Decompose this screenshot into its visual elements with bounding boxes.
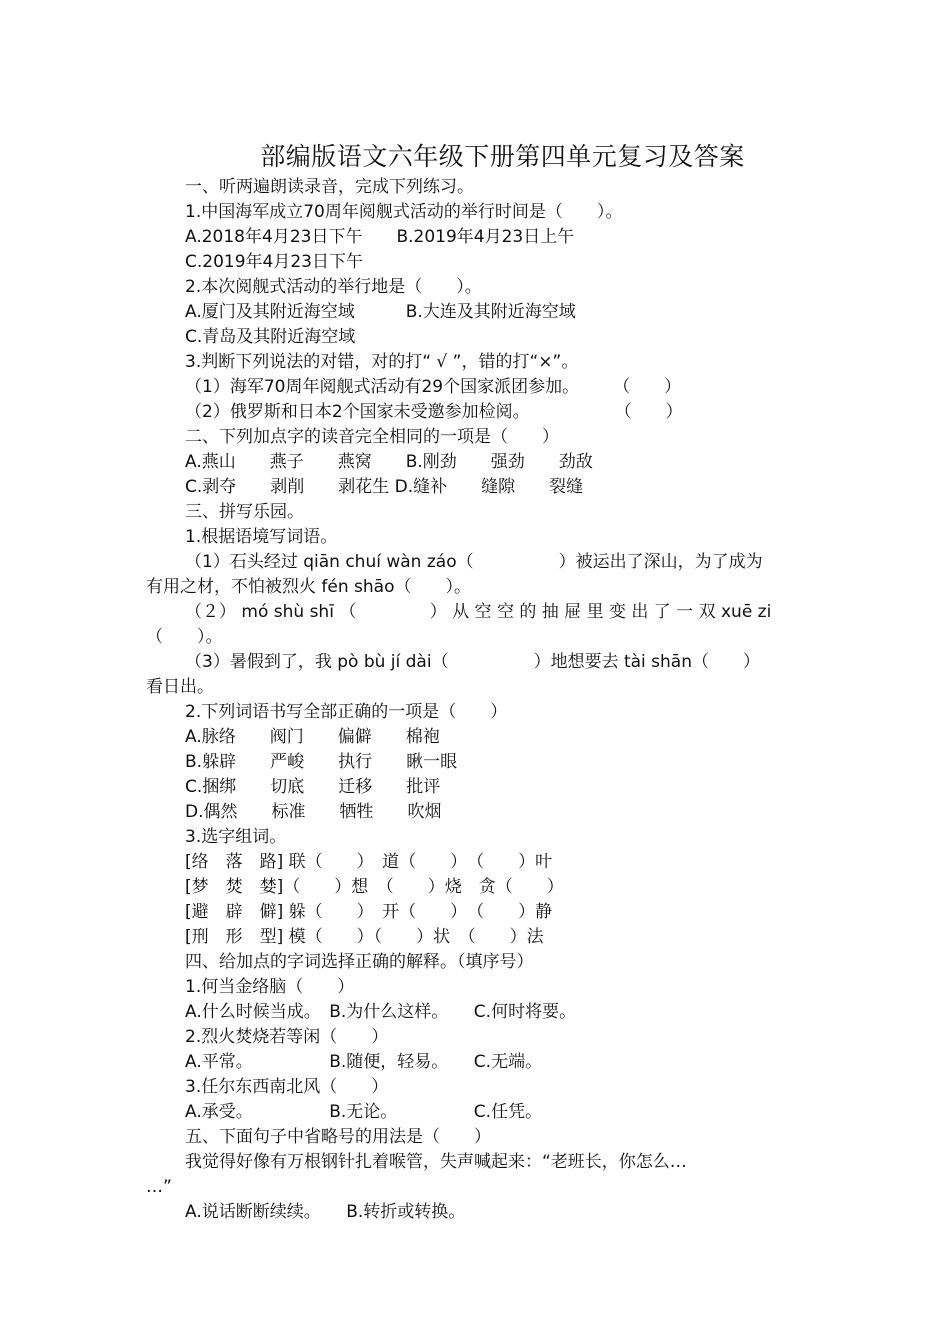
pinyin-item-1-cont: 有用之材，不怕被烈火 fén shāo（ ）。 xyxy=(146,577,471,597)
option-line: A.什么时候当成。 B.为什么这样。 C.何时将要。 xyxy=(185,1002,577,1022)
pinyin-item-2-cont: （ ）。 xyxy=(146,627,223,647)
section-heading-5: 五、下面句子中省略号的用法是（ ） xyxy=(185,1127,491,1147)
option-line: C.2019年4月23日下午 xyxy=(185,252,363,272)
option-line: B.躲辟 严峻 执行 瞅一眼 xyxy=(185,752,458,772)
option-line: A.厦门及其附近海空域 B.大连及其附近海空域 xyxy=(185,302,576,322)
question-3-3: 3.选字组词。 xyxy=(185,827,287,847)
page-title: 部编版语文六年级下册第四单元复习及答案 xyxy=(260,142,745,171)
word-group-row: [刑 形 型] 模（ ）（ ）状 （ ）法 xyxy=(185,927,544,947)
judgement-item-1: （1）海军70周年阅舰式活动有29个国家派团参加。 （ ） xyxy=(185,377,682,397)
quoted-sentence-cont: …” xyxy=(146,1177,172,1197)
section-heading-2: 二、下列加点字的读音完全相同的一项是（ ） xyxy=(185,427,559,447)
question-1-2: 2.本次阅舰式活动的举行地是（ ）。 xyxy=(185,277,482,297)
option-line: A.2018年4月23日下午 B.2019年4月23日上午 xyxy=(185,227,575,247)
option-line: A.平常。 B.随便，轻易。 C.无端。 xyxy=(185,1052,543,1072)
option-line: C.剥夺 剥削 剥花生 D.缝补 缝隙 裂缝 xyxy=(185,477,584,497)
option-line: A.承受。 B.无论。 C.任凭。 xyxy=(185,1102,543,1122)
section-heading-3: 三、拼写乐园。 xyxy=(185,502,304,522)
pinyin-item-3-cont: 看日出。 xyxy=(146,677,214,697)
pinyin-item-1: （1）石头经过 qiān chuí wàn záo（ ）被运出了深山，为了成为 xyxy=(185,552,763,572)
word-group-row: [梦 焚 婪]（ ）想 （ ）烧 贪（ ） xyxy=(185,877,564,897)
option-line: C.青岛及其附近海空域 xyxy=(185,327,356,347)
pinyin-item-2: （２） mó shù shī （ ） 从 空 空 的 抽 屉 里 变 出 了 一 双 xuē zi xyxy=(185,602,772,622)
question-3-2: 2.下列词语书写全部正确的一项是（ ） xyxy=(185,702,508,722)
option-line: A.说话断断续续。 B.转折或转换。 xyxy=(185,1202,466,1222)
question-3-1: 1.根据语境写词语。 xyxy=(185,527,338,547)
quoted-sentence: 我觉得好像有万根钢针扎着喉管，失声喊起来：“老班长，你怎么… xyxy=(185,1152,687,1172)
question-4-3: 3.任尔东西南北风（ ） xyxy=(185,1077,389,1097)
word-group-row: [避 辟 僻] 躲（ ） 开（ ） （ ）静 xyxy=(185,902,553,922)
question-4-1: 1.何当金络脑（ ） xyxy=(185,977,355,997)
option-line: D.偶然 标准 牺牲 吹烟 xyxy=(185,802,442,822)
question-4-2: 2.烈火焚烧若等闲（ ） xyxy=(185,1027,389,1047)
section-heading-4: 四、给加点的字词选择正确的解释。（填序号） xyxy=(185,952,534,972)
option-line: A.燕山 燕子 燕窝 B.刚劲 强劲 劲敌 xyxy=(185,452,593,472)
section-heading-1: 一、听两遍朗读录音，完成下列练习。 xyxy=(185,177,474,197)
word-group-row: [络 落 路] 联（ ） 道（ ） （ ）叶 xyxy=(185,852,553,872)
pinyin-item-3: （3）暑假到了，我 pò bù jí dài（ ）地想要去 tài shān（ ） xyxy=(185,652,761,672)
judgement-item-2: （2）俄罗斯和日本2个国家未受邀参加检阅。 （ ） xyxy=(185,402,683,422)
question-1-3: 3.判断下列说法的对错，对的打“ √ ”，错的打“×”。 xyxy=(185,352,579,372)
question-1-1: 1.中国海军成立70周年阅舰式活动的举行时间是（ ）。 xyxy=(185,202,623,222)
option-line: C.捆绑 切底 迁移 批评 xyxy=(185,777,441,797)
option-line: A.脉络 阀门 偏僻 棉袍 xyxy=(185,727,440,747)
